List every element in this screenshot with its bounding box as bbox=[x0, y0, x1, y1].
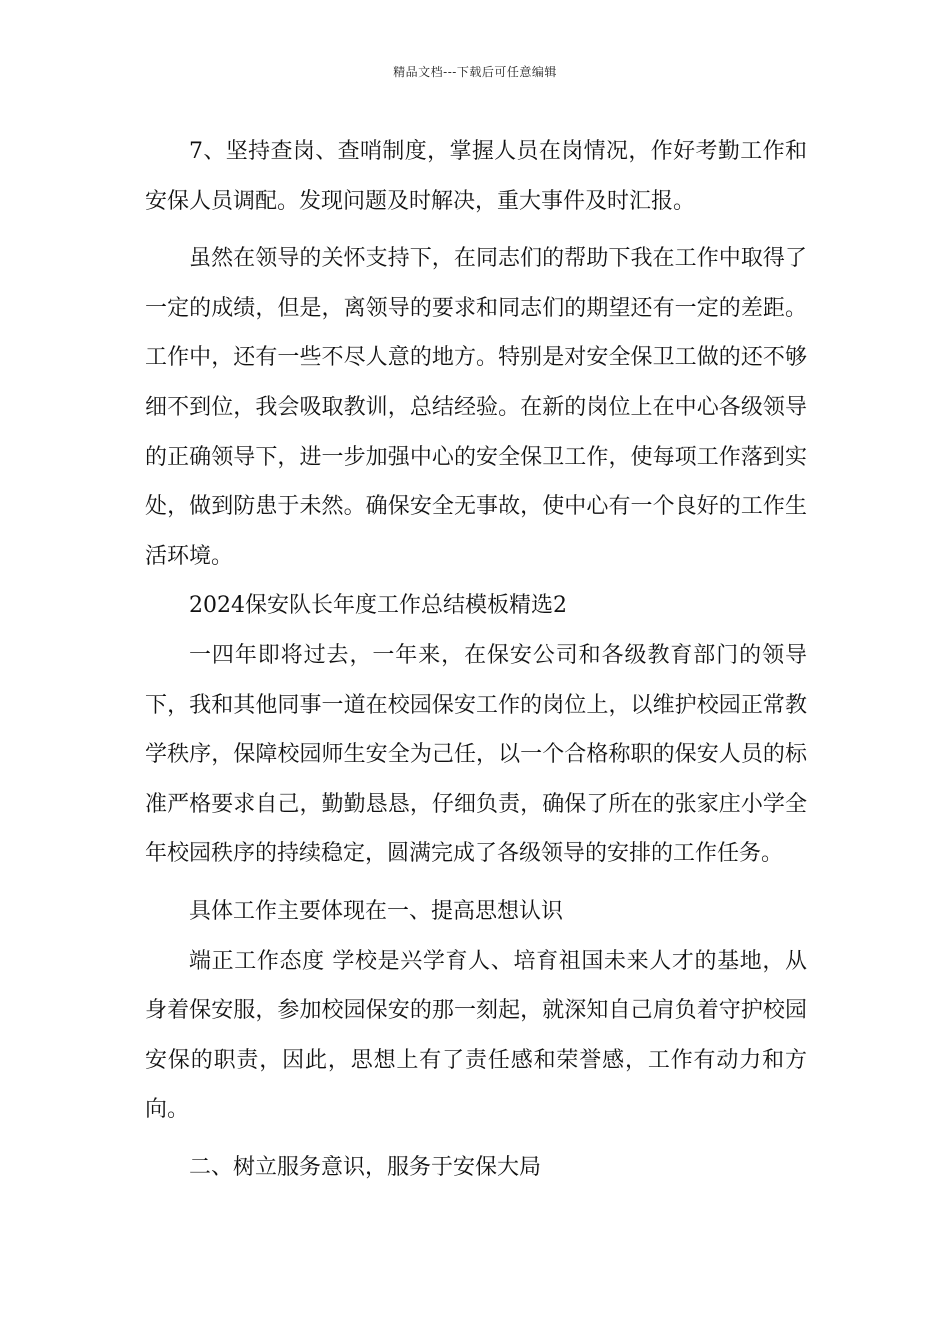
page-header: 精品文档---下载后可任意编辑 bbox=[393, 65, 557, 79]
paragraph-duty-check: 7、坚持查岗、查哨制度，掌握人员在岗情况，作好考勤工作和安保人员调配。发现问题及时解决，重大事件及时汇报。 bbox=[145, 139, 807, 214]
paragraph-summary-reflection: 虽然在领导的关怀支持下，在同志们的帮助下我在工作中取得了一定的成绩，但是，离领导的要求和同志们的期望还有一定的差距。工作中，还有一些不尽人意的地方。特别是对安全保卫工做的还不够细不到位，我会吸取教训，总结经验。在新的岗位上在中心各级领导的正确领导下，进一步加强中心的安全保卫工作，使每项工作落到实处，做到防患于未然。确保安全无事故，使中心有一个良好的工作生活环境。 bbox=[145, 246, 807, 569]
paragraph-subheading-thinking: 具体工作主要体现在一、提高思想认识 bbox=[189, 898, 564, 924]
document-body bbox=[145, 127, 807, 1192]
paragraph-work-attitude: 端正工作态度 学校是兴学育人、培育祖国未来人才的基地，从身着保安服，参加校园保安的那一刻起，就深知自己肩负着守护校园安保的职责，因此，思想上有了责任感和荣誉感，工作有动力和方向。 bbox=[145, 948, 807, 1123]
paragraph-year-overview: 一四年即将过去，一年来，在保安公司和各级教育部门的领导下，我和其他同事一道在校园保安工作的岗位上，以维护校园正常教学秩序，保障校园师生安全为己任，以一个合格称职的保安人员的标准严格要求自己，勤勤恳恳，仔细负责，确保了所在的张家庄小学全年校园秩序的持续稳定，圆满完成了各级领导的安排的工作任务。 bbox=[145, 642, 807, 867]
paragraph-subheading-service: 二、树立服务意识，服务于安保大局 bbox=[189, 1154, 542, 1180]
section-title: 2024保安队长年度工作总结模板精选2 bbox=[189, 593, 567, 619]
